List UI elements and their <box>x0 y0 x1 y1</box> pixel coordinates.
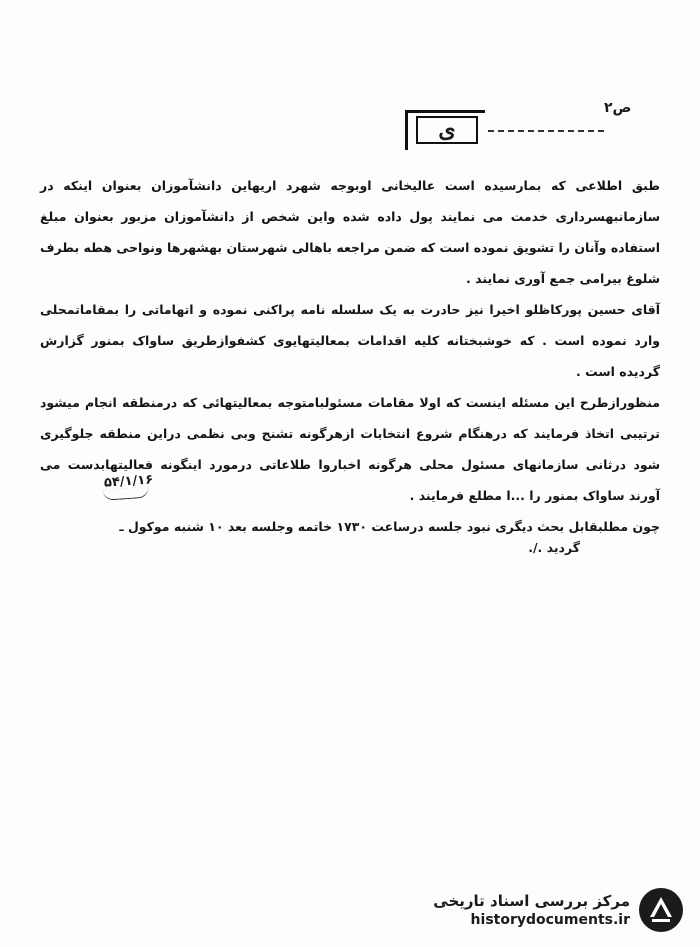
footer-watermark <box>433 887 684 933</box>
handwritten-date: ۵۴/۱/۱۶ <box>103 472 154 491</box>
footer-url: historydocuments.ir <box>470 912 630 928</box>
paragraph-2: آقای حسین پورکاظلو اخیرا نیز حادرت به یک سلسله نامه پراکنی نموده و اتهاماتی را بمقاماتمحلی وارد نموده است . که خوشبختانه کلیه اقدامات بمعالیتهایوی کشفوازطریق ساواک بمنور گزارش گردیده است . <box>40 302 660 379</box>
stamp: ی <box>416 116 478 144</box>
stamp-dashed-line <box>488 130 604 132</box>
page-mark: ص۲ <box>604 100 632 116</box>
footer-org-name: مرکز بررسی اسناد تاریخی <box>433 892 630 910</box>
paragraph-3: منظورازطرح این مسئله اینست که اولا مقامات مسئولبامتوجه بمعالیتهائی که درمنطقه انجام میشود ترتیبی اتخاذ فرمایند که درهنگام شروع انتخابات ازهرگونه تشنج وبی نظمی دراین منطقه جلوگیری شود درثانی سازمانهای مسئول محلی هرگونه اخباروا طلاعاتی درمورد اینگونه فعالیتهابدست می آورند ساواک بمنور را ...ا مطلع فرمایند . <box>40 395 660 503</box>
closing-line: چون مطلبقابل بحث دیگری نبود جلسه درساعت ۱۷۳۰ خاتمه وجلسه بعد ۱۰ شنبه موکول ـ <box>119 519 660 534</box>
closing-word: گردید ./. <box>528 540 580 555</box>
paragraph-1: طبق اطلاعی که بمارسیده است عالیخانی اوبوجه شهرد اریهاین دانشآموزان بعنوان اینکه در سازمانبهسرداری خدمت می نمایند پول داده شده واین شخص از دانشآموزان مزبور بعنوان مبلغ استفاده وآنان را تشویق نموده است که ضمن مراجعه باهالی شهرستان بهشهرها ونواحی هطه بطرف شلوغ بیرامی جمع آوری نمایند . <box>40 178 660 286</box>
archive-logo-icon <box>638 887 684 933</box>
footer-text <box>433 892 630 928</box>
